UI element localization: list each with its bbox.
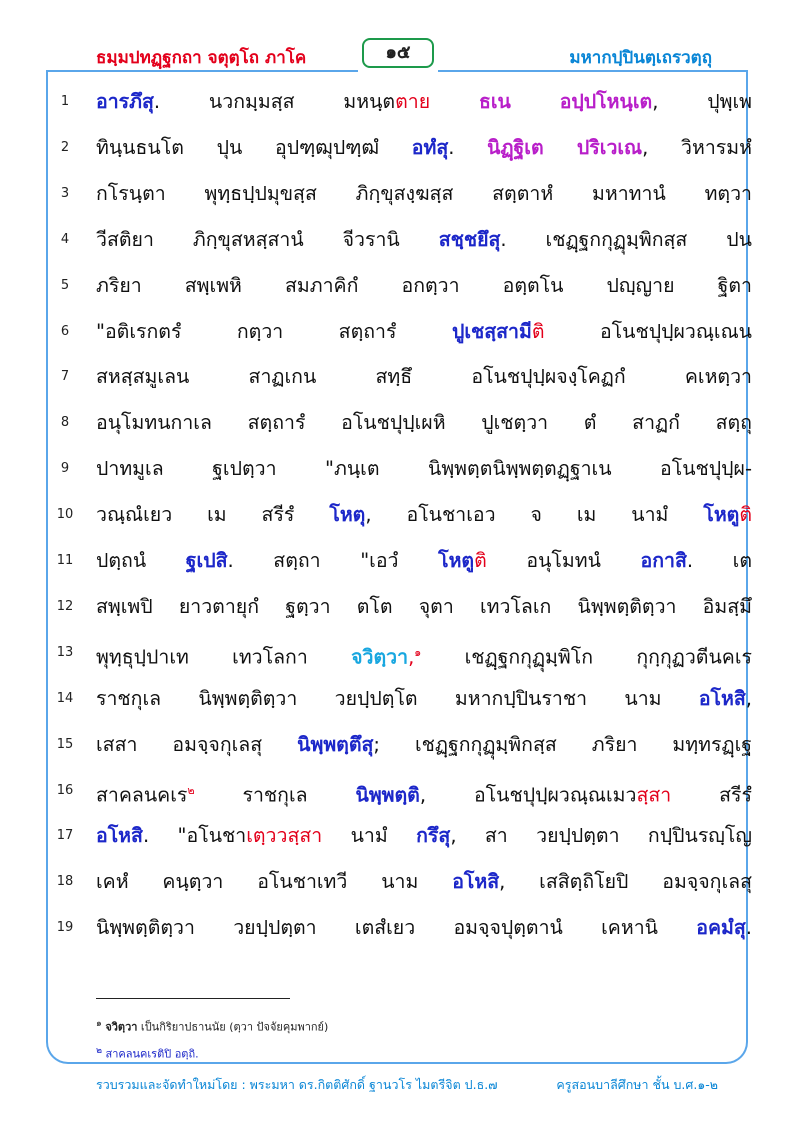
line-number: 18 xyxy=(56,874,74,890)
text-line xyxy=(96,132,752,164)
footnote-divider xyxy=(96,998,290,999)
highlighted-word: อทํสุ xyxy=(411,135,449,159)
text-segment: ; เชฏฺฐกกุฏุมฺพิกสฺส ภริยา มทฺทรฏฺเฐ xyxy=(373,732,752,756)
highlighted-word: อโหสิ xyxy=(698,686,746,710)
text-segment: ปาทมูเล ฐเปตฺวา "ภนฺเต นิพฺพตฺตนิพฺพตฺตฏฺฐาเน อโนชปุปฺผ- xyxy=(96,457,752,481)
text-segment: สาคลนคเร xyxy=(96,783,188,806)
text-segment: , สา วยปฺปตฺตา กปฺปินรญฺโญ xyxy=(450,824,752,848)
highlighted-word: อกาสิ xyxy=(640,549,687,572)
text-segment: นิพฺพตฺติตฺวา วยปฺปตฺตา เตสํเยว อมจฺจปุตฺตานํ เคหานิ xyxy=(96,916,697,940)
text-line xyxy=(96,224,752,256)
line-number: 16 xyxy=(56,782,74,798)
highlighted-word: อารภึสุ xyxy=(96,90,154,113)
text-segment: , เสสิตฺถิโยปิ อมจฺจกุเลสุ xyxy=(499,870,752,894)
text-line xyxy=(96,820,752,852)
footer-left: รวบรวมและจัดทำใหม่โดย : พระมหา ดร.กิตติศักดิ์ ฐานวโร ไมตรีจิต ป.ธ.๗ xyxy=(96,1077,498,1092)
line-number: 13 xyxy=(56,644,74,660)
text-line xyxy=(96,775,752,807)
footnote-2 xyxy=(96,1043,199,1063)
highlighted-word: อโหสิ xyxy=(96,824,143,848)
text-segment: . xyxy=(745,916,752,940)
text-segment: ราชกุเล xyxy=(194,783,356,806)
text-segment: นามํ xyxy=(322,824,417,848)
text-segment: . นวกมฺมสฺส มหนฺต xyxy=(153,90,396,113)
text-segment: . สตฺถา "เอวํ xyxy=(227,549,439,572)
text-segment: วณฺณํเยว เม สรีรํ xyxy=(96,503,330,527)
highlighted-word: ๑ xyxy=(414,645,422,659)
text-line xyxy=(96,912,752,944)
text-line xyxy=(96,407,752,439)
text-line xyxy=(96,545,752,577)
text-segment: วีสติยา ภิกฺขุสหสฺสานํ จีวรานิ xyxy=(96,227,439,251)
line-number: 5 xyxy=(60,277,70,293)
text-segment: "อติเรกตรํ กตฺวา สตฺถารํ xyxy=(96,319,452,343)
highlighted-word: เตฺวว xyxy=(246,824,288,848)
highlighted-word: , xyxy=(408,645,415,669)
text-segment: สพฺเพปิ ยาวตายุกํ ฐตฺวา ตโต จุตา เทวโลเก นิพฺพตฺติตฺวา อิมสฺมึ xyxy=(96,594,752,618)
text-segment: กโรนฺตา พุทฺธปฺปมุขสฺส ภิกฺขุสงฺฆสฺส สตฺตาหํ มหาทานํ ทตฺวา xyxy=(96,181,752,205)
text-segment: , อโนชาเอว จ เม นามํ xyxy=(365,503,704,527)
line-number: 14 xyxy=(56,690,74,706)
text-line xyxy=(96,499,752,531)
line-number: 1 xyxy=(60,94,70,109)
text-line xyxy=(96,866,752,898)
line-number: 4 xyxy=(60,231,70,247)
line-number: 17 xyxy=(56,828,74,844)
highlighted-word: ฐเปสิ xyxy=(185,549,228,572)
line-number: 10 xyxy=(56,507,74,523)
footer-right: ครูสอนบาลีศึกษา ชั้น บ.ศ.๑-๒ xyxy=(556,1077,718,1092)
text-segment: เคหํ คนฺตฺวา อโนชาเทวี นาม xyxy=(96,870,453,894)
highlighted-word: อคมํสุ xyxy=(696,916,746,940)
highlighted-word: นิพฺพตฺติ xyxy=(355,783,420,806)
highlighted-word: ปูเชสฺสามี xyxy=(451,319,532,343)
text-line xyxy=(96,86,752,118)
highlighted-word: นิฏฺฐิเต ปริเวเณ xyxy=(487,135,643,159)
text-segment: . xyxy=(448,135,488,159)
highlighted-word: สชฺชยึสุ xyxy=(438,227,501,251)
text-segment: สหสฺสมูเลน สาฏเกน สทฺธึ อโนชปุปฺผจงฺโคฏกํ คเหตฺวา xyxy=(96,365,752,389)
text-segment: ทินฺนธนโต ปุน อุปฑฺฒุปฑฺฒํ xyxy=(96,135,412,159)
highlighted-word: ติ xyxy=(531,319,545,343)
header-right-title: มหากปฺปินตฺเถรวตฺถุ xyxy=(569,48,712,68)
highlighted-word: สฺสา xyxy=(287,824,323,848)
text-segment xyxy=(511,90,560,113)
text-line xyxy=(96,361,752,393)
text-segment: เชฏฺฐกกุฏุมฺพิโก กุกฺกุฏวตีนคเร xyxy=(421,645,752,669)
highlighted-word: ตาย xyxy=(395,90,431,113)
header-left-title: ธมฺมปทฏฺฐกถา จตุตฺโถ ภาโค xyxy=(96,48,307,68)
footnote-1-text: เป็นกิริยาปธานนัย (ตฺวา ปัจจัยคุมพากย์) xyxy=(137,1020,329,1034)
highlighted-word: โหตู xyxy=(703,503,740,527)
text-segment: , อโนชปุปฺผวณฺณเมว xyxy=(419,783,637,806)
text-segment: . เต xyxy=(686,549,752,572)
text-segment: , xyxy=(745,686,752,710)
highlighted-word: ติ xyxy=(474,549,487,572)
text-line xyxy=(96,270,752,302)
line-number: 11 xyxy=(56,553,74,568)
line-number: 19 xyxy=(56,920,74,936)
footnote-1-mark: ๑ xyxy=(96,1018,102,1029)
page-number-badge: ๑๕ xyxy=(362,38,434,68)
text-line xyxy=(96,591,752,623)
footnote-2-text: สาคลนคเรติปิ อตฺถิ. xyxy=(102,1047,199,1061)
line-number: 7 xyxy=(60,369,70,385)
highlighted-word: อปฺปโหนฺเต xyxy=(559,90,653,113)
line-number: 12 xyxy=(56,598,74,614)
highlighted-word: สฺสา xyxy=(636,783,672,806)
highlighted-word: ๒ xyxy=(187,783,195,797)
text-line xyxy=(96,178,752,210)
highlighted-word: ธเน xyxy=(478,90,511,113)
line-number: 15 xyxy=(56,736,74,752)
highlighted-word: กรึสุ xyxy=(416,824,451,848)
text-segment: สรีรํ xyxy=(671,783,752,806)
highlighted-word: ติ xyxy=(739,503,753,527)
text-segment: . เชฏฺฐกกุฏุมฺพิกสฺส ปน xyxy=(500,227,752,251)
text-line xyxy=(96,453,752,485)
footnote-2-mark: ๒ xyxy=(96,1045,103,1056)
footnote-1-term: จวิตฺวา xyxy=(105,1020,138,1034)
highlighted-word: จวิตฺวา xyxy=(351,645,409,669)
text-line xyxy=(96,316,752,348)
text-line xyxy=(96,683,752,715)
highlighted-word: โหตู xyxy=(438,549,475,572)
text-segment: , วิหารมหํ xyxy=(642,135,752,159)
text-segment xyxy=(430,90,479,113)
highlighted-word: อโหสิ xyxy=(452,870,500,894)
text-segment: อนุโมทนกาเล สตฺถารํ อโนชปุปฺเผหิ ปูเชตฺวา ตํ สาฏกํ สตฺถุ xyxy=(96,411,752,435)
text-segment: ปตฺถนํ xyxy=(96,549,186,572)
text-segment: . "อโนชา xyxy=(142,824,247,848)
highlighted-word: โหตุ xyxy=(329,503,366,527)
footnote-1 xyxy=(96,1016,328,1036)
text-segment: พุทฺธุปฺปาเท เทวโลกา xyxy=(96,645,352,669)
line-number: 8 xyxy=(60,415,70,431)
text-segment: อโนชปุปฺผวณฺเณน xyxy=(544,319,753,343)
text-line xyxy=(96,729,752,761)
text-segment: อนุโมทนํ xyxy=(486,549,641,572)
line-number: 9 xyxy=(60,461,70,477)
highlighted-word: นิพฺพตฺตึสุ xyxy=(297,732,374,756)
text-line xyxy=(96,637,752,669)
text-segment: ภริยา สพฺเพหิ สมภาคิกํ อกตฺวา อตฺตโน ปญฺญาย ฐิตา xyxy=(96,273,752,297)
text-segment: ราชกุเล นิพฺพตฺติตฺวา วยปฺปตฺโต มหากปฺปินราชา นาม xyxy=(96,686,699,710)
line-number: 6 xyxy=(60,323,70,339)
text-segment: , ปุพฺเพ xyxy=(652,90,752,113)
line-number: 3 xyxy=(60,185,70,201)
text-segment: เสสา อมจฺจกุเลสุ xyxy=(96,732,298,756)
line-number: 2 xyxy=(60,139,70,155)
